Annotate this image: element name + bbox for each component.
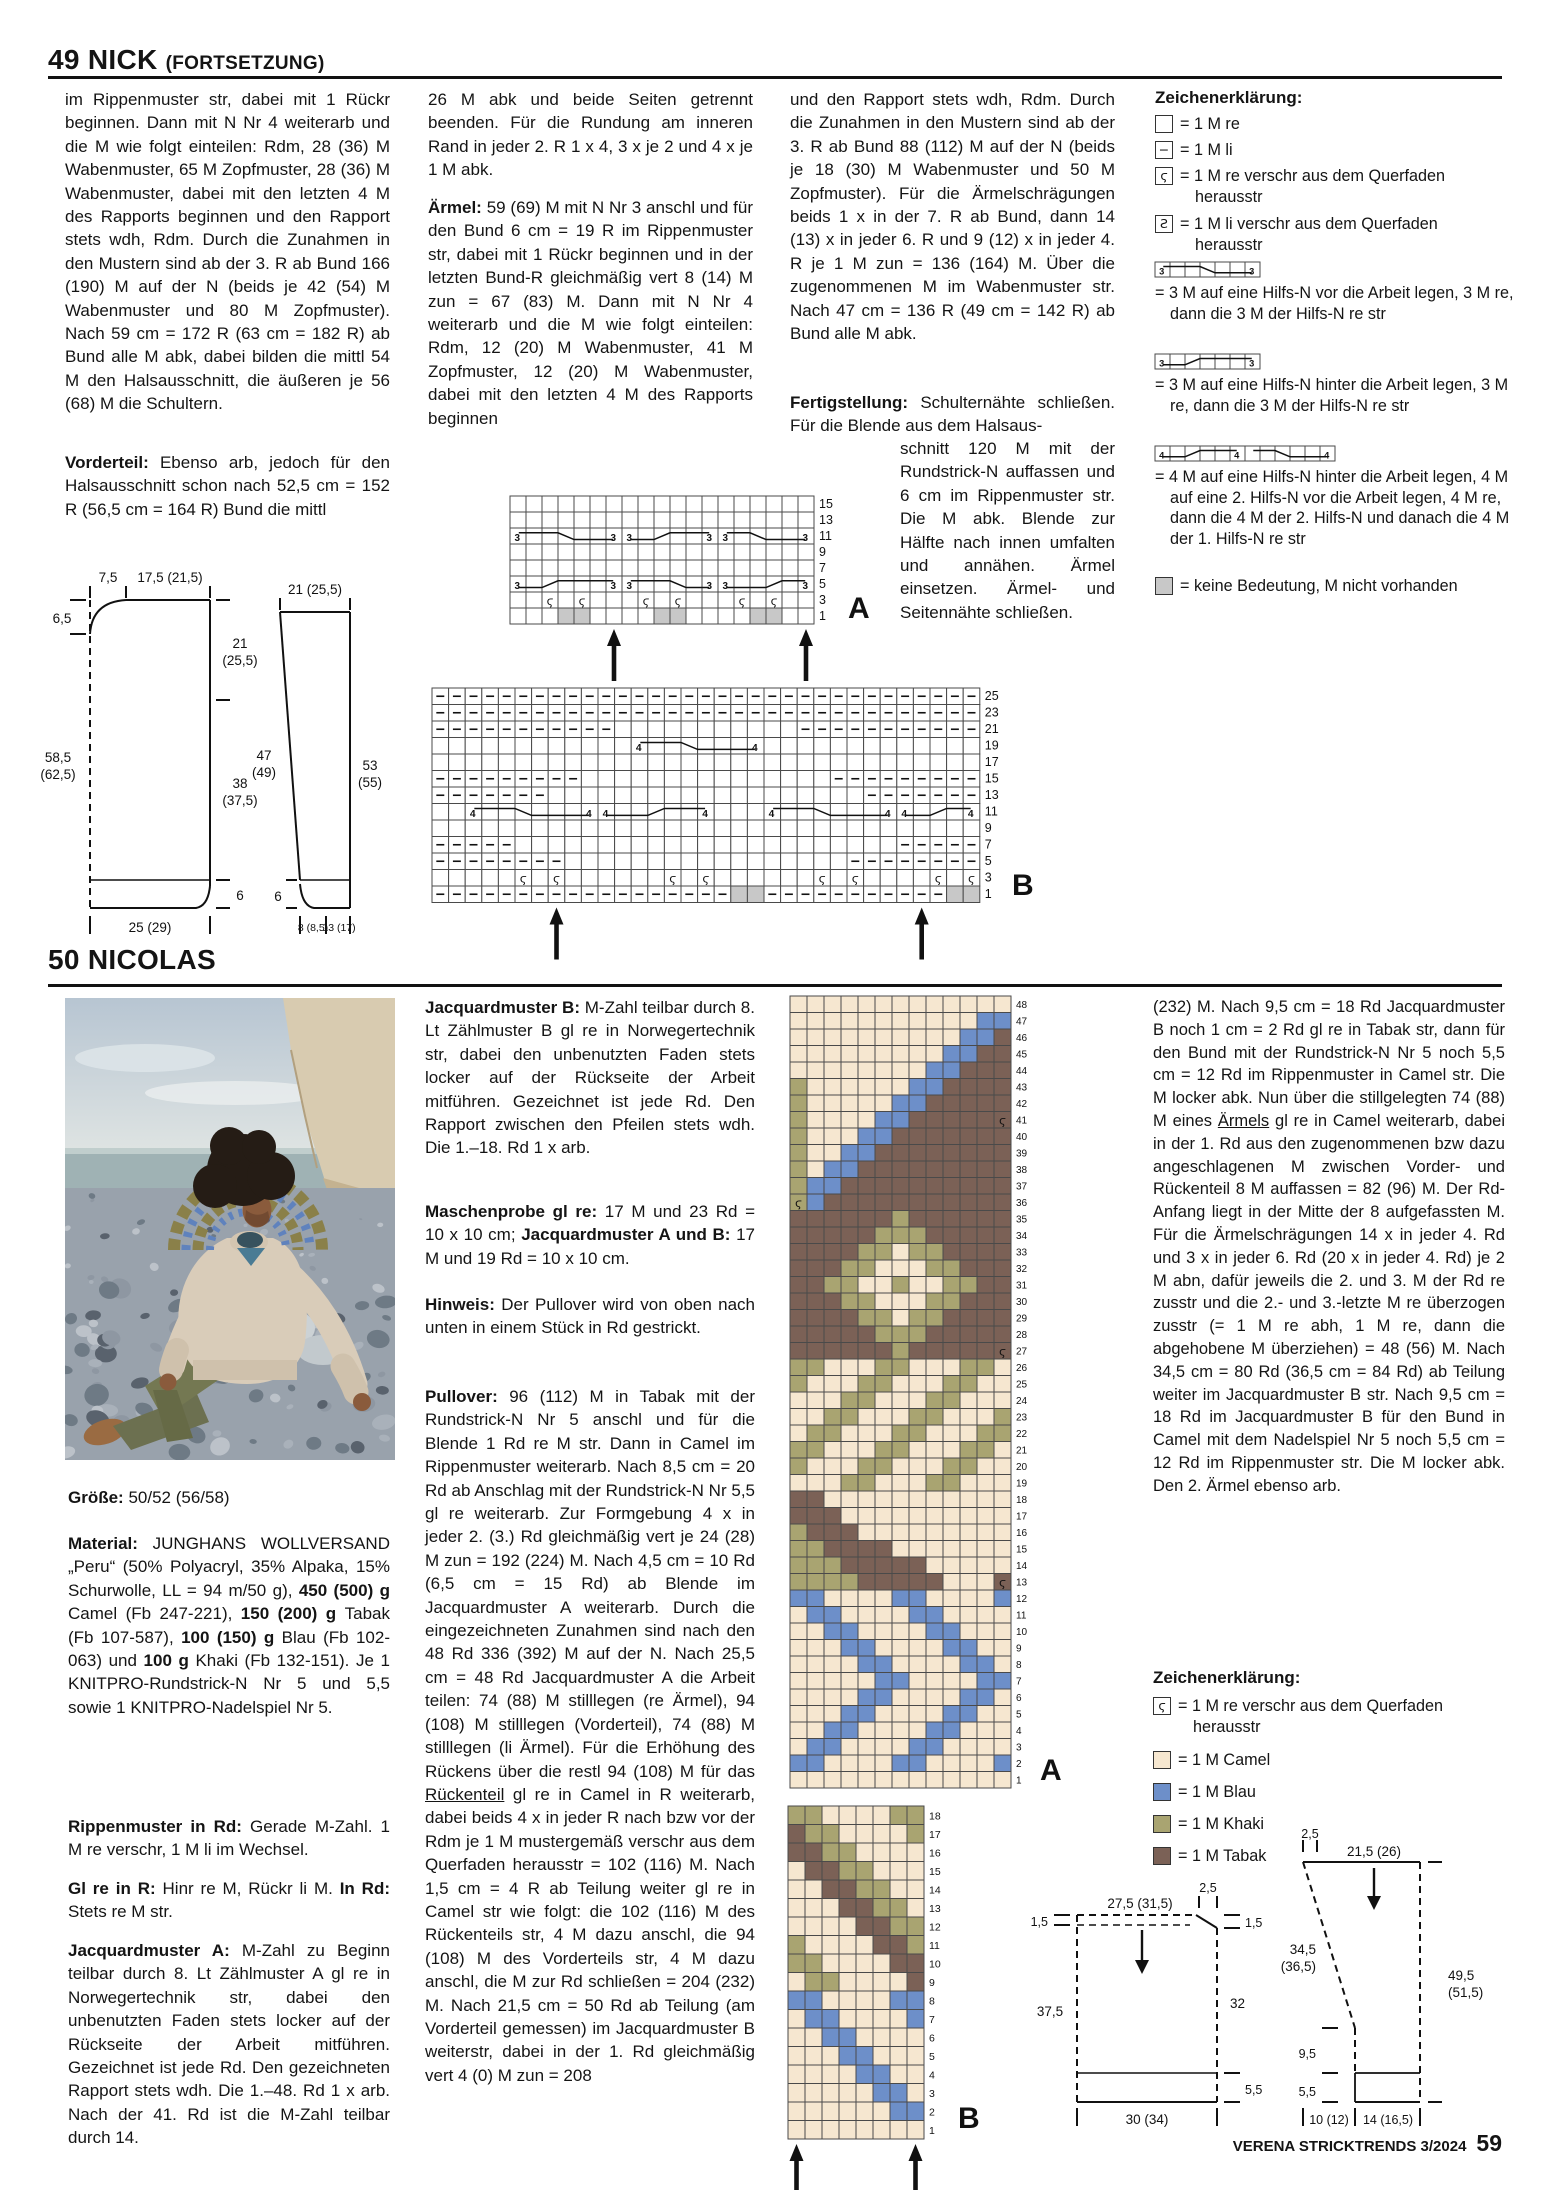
svg-text:18: 18 (1016, 1495, 1028, 1507)
pullover-paragraph: Pullover: 96 (112) M in Tabak mit der Rundstrick-N Nr 5 anschl und für die Blende 1 Rd re M str. Dann in Camel im Rippenmuster weiterarb. Nach 8,5 cm = 20 Rd ab Anschlag mit der Rundstrick-N Nr 5,5 gl re weiterarb. Zur Formgebung 4 x in jeder 2. (3.) Rd gleichmäßig vert je 24 (28) M zun = 192 (224) M. Nach 4,5 cm = 10 Rd (6,5 cm = 15 Rd) ab Blende im Jacquardmuster A weiterarb. Durch die eingezeichneten Zunahmen sind nach den 48 Rd 336 (392) M auf der N. Nach 25,5 cm = 48 Rd Jacquardmuster A die Arbeit teilen: 74 (88) M stilllegen (re Ärmel), 94 (108) M stilllegen (Vorderteil), 74 (88) M stilllegen (li Ärmel). Für die Erhöhung des Rückens über die restl 94 (108) M für das Rückenteil gl re in Camel in R weiterarb, dabei beids 4 x in jeder R nach bzw vor der Rdm je 1 M mustergemäß verschr aus dem Querfaden herausstr = 102 (116) M. Nach 1,5 cm = 4 R ab Teilung weiter gl re in Camel str wie folgt: die 102 (116) M des Rückenteils str, 4 M dazu anschl, die 94 (108) M des Vorderteils str, 4 M dazu anschl, die M zur Rd schließen = 204 (232) M. Nach 21,5 cm = 50 Rd ab Teilung (am Vorderteil gemessen) im Jacquardmuster B weiterstr, dabei in der 1. Rd gleichmäßig vert 4 (0) M zun = 208 (425, 1387, 755, 2085)
svg-text:16: 16 (929, 1847, 941, 1860)
svg-text:42: 42 (1016, 1099, 1028, 1111)
svg-text:10: 10 (929, 1958, 941, 1971)
svg-text:36: 36 (1016, 1198, 1028, 1210)
svg-text:13: 13 (819, 512, 833, 527)
svg-text:31: 31 (1016, 1280, 1028, 1292)
svg-text:B: B (958, 2102, 980, 2135)
magazine-name: VERENA STRICKTRENDS 3/2024 (1232, 2138, 1467, 2155)
svg-text:14: 14 (929, 1884, 941, 1897)
purl-stitch-icon: − (1155, 141, 1173, 159)
measure-6-5: 6,5 (52, 611, 72, 626)
svg-text:3: 3 (722, 581, 728, 593)
svg-text:3: 3 (802, 533, 808, 545)
section-50-number: 50 (48, 944, 80, 975)
sleeve-6: 6 (274, 889, 282, 904)
legend-item-khaki: = 1 M Khaki (1153, 1814, 1483, 1835)
svg-text:26: 26 (1016, 1363, 1028, 1375)
make1-icon: ϛ (1153, 1697, 1171, 1715)
legend-item-knit: = 1 M re (1155, 114, 1495, 135)
svg-text:ϛ: ϛ (702, 871, 710, 886)
chart-jb (788, 1806, 980, 2190)
svg-text:40: 40 (1016, 1132, 1028, 1144)
svg-text:12: 12 (1016, 1594, 1028, 1606)
svg-text:20: 20 (1016, 1462, 1028, 1474)
svg-text:34: 34 (1016, 1231, 1028, 1243)
svg-text:1: 1 (819, 608, 826, 623)
svg-text:3: 3 (706, 533, 712, 545)
svg-text:ϛ: ϛ (553, 871, 560, 886)
sleeve-21-5-26: 21,5 (26) (1346, 1844, 1402, 1859)
maschenprobe-paragraph: Maschenprobe gl re: 17 M und 23 Rd = 10 x 10 cm; Jacquardmuster A und B: 17 M und 19 Rd = 10 x 10 cm. (425, 1202, 756, 1268)
sleeve-51-5: (51,5) (1448, 1985, 1484, 2000)
legend-item-tabak: = 1 M Tabak (1153, 1846, 1483, 1867)
svg-text:12: 12 (929, 1921, 941, 1934)
svg-text:25: 25 (984, 689, 999, 704)
chart-na (510, 496, 870, 681)
svg-text:3: 3 (626, 533, 632, 545)
svg-text:3: 3 (722, 533, 728, 545)
groesse-paragraph: Größe: 50/52 (56/58) (68, 1488, 230, 1507)
svg-text:3: 3 (626, 581, 632, 593)
sleeve-34-5: 34,5 (1289, 1942, 1316, 1957)
svg-text:19: 19 (984, 738, 999, 753)
svg-text:B: B (1012, 869, 1034, 902)
svg-text:45: 45 (1016, 1049, 1028, 1061)
svg-text:2: 2 (929, 2106, 935, 2119)
glre-paragraph: Gl re in R: Hinr re M, Rückr li M. In Rd: Stets re M str. (68, 1879, 390, 1922)
svg-text:ϛ: ϛ (770, 593, 778, 608)
measure-25-29: 25 (29) (128, 920, 172, 935)
measure-62-5: (62,5) (40, 767, 76, 782)
nick-aermel-paragraph: Ärmel: 59 (69) M mit N Nr 3 anschl und für den Bund 6 cm = 19 R im Rippenmuster str, dabei mit 1 Rückr beginnen und in der letzten Bund-R gleichmäßig vert 8 (14) M zun = 67 (83) M. Dann mit N Nr 4 weiterarb und die M wie folgt einteilen: Rdm, 12 (20) M Wabenmuster, 41 M Zopfmuster, 12 (20) M Wabenmuster, dabei mit den letzten 4 M des Rapports beginnen (428, 198, 754, 428)
svg-text:4: 4 (752, 743, 758, 755)
svg-text:3: 3 (929, 2088, 935, 2101)
svg-text:6: 6 (1016, 1693, 1022, 1705)
svg-text:13: 13 (1016, 1577, 1028, 1589)
body-width-27-5: 27,5 (31,5) (1107, 1896, 1173, 1911)
svg-text:ϛ: ϛ (642, 593, 650, 608)
svg-text:15: 15 (929, 1866, 941, 1879)
svg-text:43: 43 (1016, 1082, 1028, 1094)
body-30-34: 30 (34) (1125, 2112, 1169, 2127)
legend-item-m1l: Ƨ = 1 M li verschr aus dem Querfaden herausstr (1155, 214, 1500, 255)
svg-text:7: 7 (1016, 1676, 1022, 1688)
measure-6: 6 (236, 888, 244, 903)
legend-cable3-back-text: = 3 M auf eine Hilfs-N hinter die Arbeit legen, 3 M re, dann die 3 M der Hilfs-N re str (1155, 376, 1509, 415)
svg-text:35: 35 (1016, 1214, 1028, 1226)
sleeve-5-5: 5,5 (1298, 2085, 1316, 2099)
svg-text:A: A (848, 592, 870, 625)
svg-text:2: 2 (1016, 1759, 1022, 1771)
svg-text:28: 28 (1016, 1330, 1028, 1342)
legend-item-no-stitch: = keine Bedeutung, M nicht vorhanden (1155, 576, 1500, 597)
svg-text:41: 41 (1016, 1115, 1028, 1127)
legend-title-nick: Zeichenerklärung: (1155, 88, 1303, 107)
sleeve-2-5: 2,5 (1301, 1827, 1319, 1841)
svg-text:11: 11 (984, 804, 998, 819)
svg-text:ϛ: ϛ (818, 871, 826, 886)
svg-text:23: 23 (1016, 1412, 1028, 1424)
svg-text:3: 3 (1249, 358, 1255, 369)
nick-col1-paragraph: im Rippenmuster str, dabei mit 1 Rückr beginnen. Dann mit N Nr 4 weiterarb und die M wie folgt einteilen: Rdm, 28 (36) M Wabenmuster, 65 M Zopfmuster, 28 (36) M Wabenmuster, dabei mit den letzten 4 M des Rapports beginnen und den Rapport stets wdh, Rdm. Durch die Zunahmen in den Mustern sind ab der 3. R ab Bund 166 (190) M auf der N (beids je 42 (54) M Wabenmuster und 80 M Zopfmuster). Nach 59 cm = 172 R (63 cm = 182 R) ab Bund alle M abk, dabei bilden die mittl 54 M den Halsausschnitt, die äußeren je 56 (68) M die Schultern. (65, 90, 390, 414)
sleeve-49: (49) (251, 765, 277, 780)
page-number: 59 (1476, 2130, 1502, 2156)
legend-cable3-front-text: = 3 M auf eine Hilfs-N vor die Arbeit legen, 3 M re, dann die 3 M der Hilfs-N re str (1155, 284, 1514, 323)
svg-text:32: 32 (1016, 1264, 1028, 1276)
material-paragraph: Material: JUNGHANS WOLLVERSAND „Peru“ (50% Polyacryl, 35% Alpaka, 15% Schurwolle, LL = 94 m/50 g), 450 (500) g Camel (Fb 247-221), 150 (200) g Tabak (Fb 107-587), 100 (150) g Blau (Fb 102-063) und 100 g Khaki (Fb 132-151). Je 1 KNITPRO-Rundstrick-N Nr 5 und 5,5 sowie 1 KNITPRO-Nadelspiel Nr 5. (68, 1534, 390, 1717)
svg-text:3: 3 (610, 533, 616, 545)
svg-text:3: 3 (984, 870, 992, 885)
svg-text:ϛ: ϛ (999, 1113, 1006, 1128)
svg-text:8: 8 (1016, 1660, 1022, 1672)
make1-left-icon: Ƨ (1155, 215, 1173, 233)
svg-text:6: 6 (929, 2032, 935, 2045)
svg-text:1: 1 (929, 2125, 935, 2138)
svg-text:ϛ: ϛ (999, 1575, 1006, 1590)
nick-fertigstellung-continued: schnitt 120 M mit der Rundstrick-N auffassen und 6 cm im Rippenmuster str. Die M abk. Blende zur Hälfte nach innen umfalten und annähen. Ärmel einsetzen. Ärmel- und Seitennähte schließen. (900, 439, 1115, 622)
svg-text:8: 8 (929, 1995, 935, 2008)
svg-text:9: 9 (819, 544, 826, 559)
svg-text:3: 3 (706, 581, 712, 593)
chart-nb (432, 688, 1034, 960)
svg-text:9: 9 (1016, 1643, 1022, 1655)
legend-item-blau: = 1 M Blau (1153, 1782, 1483, 1803)
svg-text:4: 4 (1234, 450, 1240, 461)
legend-cable4-text: = 4 M auf eine Hilfs-N hinter die Arbeit legen, 4 M auf eine 2. Hilfs-N vor die Arbeit legen, 4 M re, dann die 4 M der 2. Hilfs-N und danach die 4 M der 1. Hilfs-N re str (1155, 468, 1510, 548)
svg-text:27: 27 (1016, 1346, 1028, 1358)
svg-text:47: 47 (1016, 1016, 1028, 1028)
hinweis-paragraph: Hinweis: Der Pullover wird von oben nach unten in einem Stück in Rd gestrickt. (425, 1295, 755, 1338)
measure-37-5: (37,5) (222, 793, 258, 808)
svg-text:15: 15 (1016, 1544, 1028, 1556)
svg-text:ϛ: ϛ (669, 871, 677, 886)
svg-text:3: 3 (1249, 266, 1255, 277)
svg-text:1: 1 (984, 887, 992, 902)
section-49-name: NICK (87, 44, 158, 75)
svg-text:17: 17 (984, 755, 999, 770)
svg-text:4: 4 (901, 809, 908, 821)
svg-text:46: 46 (1016, 1033, 1028, 1045)
svg-text:ϛ: ϛ (968, 871, 975, 886)
section-49-number: 49 (48, 44, 80, 75)
svg-text:21: 21 (984, 722, 999, 737)
svg-text:ϛ: ϛ (934, 871, 942, 886)
svg-text:4: 4 (884, 809, 891, 821)
sleeve-8-85: 8 (8,5) (297, 922, 329, 934)
svg-text:15: 15 (819, 496, 833, 511)
svg-text:24: 24 (1016, 1396, 1028, 1408)
svg-text:ϛ: ϛ (674, 593, 682, 608)
sleeve-53: 53 (362, 758, 378, 773)
svg-text:4: 4 (1016, 1726, 1022, 1738)
nick-vorderteil-paragraph: Vorderteil: Ebenso arb, jedoch für den Halsausschnitt schon nach 52,5 cm = 152 R (56,5 cm = 164 R) Bund die mittl (65, 453, 390, 519)
svg-text:5: 5 (929, 2051, 935, 2064)
svg-text:33: 33 (1016, 1247, 1028, 1259)
svg-text:ϛ: ϛ (851, 871, 859, 886)
svg-text:3: 3 (610, 581, 616, 593)
svg-text:3: 3 (1016, 1742, 1022, 1754)
svg-text:3: 3 (802, 581, 808, 593)
svg-text:19: 19 (1016, 1478, 1028, 1490)
svg-text:ϛ: ϛ (738, 593, 746, 608)
svg-text:5: 5 (984, 854, 992, 869)
page-footer (1150, 2130, 1502, 2157)
legend-item-m1r: ϛ = 1 M re verschr aus dem Querfaden herausstr (1155, 166, 1500, 207)
chart-lg5 (1155, 262, 1260, 277)
svg-text:4: 4 (1159, 450, 1165, 461)
legend-title-nicolas: Zeichenerklärung: (1153, 1668, 1301, 1687)
svg-text:1: 1 (1016, 1775, 1022, 1787)
section-50-name: NICOLAS (87, 944, 216, 975)
sleeve-49-5: 49,5 (1448, 1968, 1475, 1983)
svg-text:9: 9 (929, 1977, 935, 1990)
svg-text:17: 17 (1016, 1511, 1028, 1523)
svg-text:ϛ: ϛ (578, 593, 586, 608)
svg-text:ϛ: ϛ (795, 1196, 802, 1211)
sleeve-10-12: 10 (12) (1309, 2113, 1349, 2127)
legend-item-purl: − = 1 M li (1155, 140, 1495, 161)
svg-text:17: 17 (929, 1829, 941, 1842)
svg-text:4: 4 (635, 743, 642, 755)
svg-text:13: 13 (984, 788, 999, 803)
svg-text:23: 23 (984, 705, 999, 720)
fertigstellung-label: Fertigstellung: (790, 393, 909, 412)
svg-text:48: 48 (1016, 1000, 1028, 1012)
body-2-5: 2,5 (1199, 1881, 1217, 1895)
sleeve-9-5: 9,5 (1298, 2047, 1316, 2061)
svg-text:3: 3 (1159, 266, 1165, 277)
svg-text:18: 18 (929, 1810, 941, 1823)
svg-text:4: 4 (929, 2069, 935, 2082)
svg-text:7: 7 (929, 2014, 935, 2027)
body-32: 32 (1230, 1996, 1246, 2011)
svg-text:4: 4 (768, 809, 775, 821)
svg-text:5: 5 (819, 576, 826, 591)
measure-38: 38 (232, 776, 248, 791)
make1-right-icon: ϛ (1155, 167, 1173, 185)
body-1-5-left: 1,5 (1030, 1915, 1048, 1929)
sleeve-47: 47 (256, 748, 272, 763)
svg-text:29: 29 (1016, 1313, 1028, 1325)
svg-text:4: 4 (702, 809, 708, 821)
svg-text:4: 4 (469, 809, 476, 821)
svg-text:3: 3 (514, 533, 520, 545)
svg-text:10: 10 (1016, 1627, 1028, 1639)
svg-text:37: 37 (1016, 1181, 1028, 1193)
svg-text:7: 7 (984, 837, 992, 852)
legend-item-camel: = 1 M Camel (1153, 1750, 1483, 1771)
sleeve-14-16-5: 14 (16,5) (1362, 2113, 1414, 2127)
svg-text:3: 3 (819, 592, 826, 607)
svg-text:38: 38 (1016, 1165, 1028, 1177)
sleeve-36-5: (36,5) (1280, 1959, 1316, 1974)
svg-text:25: 25 (1016, 1379, 1028, 1391)
svg-text:11: 11 (929, 1940, 940, 1953)
sleeve-55: (55) (357, 775, 383, 790)
svg-text:9: 9 (984, 821, 992, 836)
svg-text:3: 3 (1159, 358, 1165, 369)
body-37-5: 37,5 (1036, 2004, 1064, 2019)
svg-text:ϛ: ϛ (519, 871, 527, 886)
nicolas-col4-paragraph: (232) M. Nach 9,5 cm = 18 Rd Jacquardmuster B noch 1 cm = 2 Rd gl re in Tabak str, dann für den Bund mit der Rundstrick-N Nr 5 noch 5,5 cm = 12 Rd im Rippenmuster in Camel str. Die M locker abk. Nun über die stillgelegten 74 (88) M eines Ärmels gl re in Camel weiterarb, dabei in der 1. Rd aus den zugenommenen bzw dazu angeschlagenen M zwischen Vorder- und Rückenteil 8 M auffassen = 82 (96) M. Der Rd-Anfang liegt in der Mitte der 8 aufgefassten M. Für die Ärmelschrägungen 14 x in jeder 4. Rd und 3 x in jeder 6. Rd (20 x in jeder 4. Rd) je 2 M abn, dafür jeweils die 2. und 3. M der Rd re zusstr und die 2.- und 3.-letzte M re überzogen zusstr (= 1 M re abh, 1 M re, dann die abgehobene M überziehen) = 48 (56) M. Nach 34,5 cm = 80 Rd (36,5 cm = 84 Rd) ab Teilung weiter im Jacquardmuster B str. Nach 9,5 cm = 18 Rd im Jacquardmuster B für den Bund in Camel mit dem Nadelspiel Nr 5 noch 5,5 cm = 12 Rd im Rippenmuster str. Die M locker abk. Den 2. Ärmel ebenso arb. (1153, 998, 1505, 1495)
body-1-5-right: 1,5 (1245, 1916, 1263, 1930)
measure-21: 21 (232, 636, 248, 651)
aermel-label: Ärmel: (428, 198, 482, 217)
jacquard-a-paragraph: Jacquardmuster A: M-Zahl zu Beginn teilbar durch 8. Lt Zählmuster A gl re in Norwegertechnik str, dabei den unbenutzten Faden stets locker auf der Rückseite der Arbeit mitführen. Gezeichnet ist jede Rd. Den gezeichneten Rapport stets wdh. Die 1.–48. Rd 1 x arb. Nach der 41. Rd ist die M-Zahl teilbar durch 14. (68, 1941, 390, 2148)
svg-text:21: 21 (1016, 1445, 1028, 1457)
chart-ja (790, 996, 1062, 1788)
jacquard-b-paragraph: Jacquardmuster B: M-Zahl teilbar durch 8. Lt Zählmuster B gl re in Norwegertechnik str, dabei den unbenutzten Faden stets locker auf der Rückseite der Arbeit mitführen. Gezeichnet ist jede Rd. Den Rapport zwischen den Pfeilen stets wdh. Die 1.–18. Rd 1 x arb. (425, 998, 755, 1158)
measure-7-5: 7,5 (98, 570, 118, 585)
nick-fertigstellung-paragraph: Fertigstellung: Schulternähte schließen. Für die Blende aus dem Halsaus- (790, 393, 1115, 436)
svg-text:44: 44 (1016, 1066, 1028, 1078)
svg-text:ϛ: ϛ (546, 593, 554, 608)
svg-text:5: 5 (1016, 1709, 1022, 1721)
svg-text:30: 30 (1016, 1297, 1028, 1309)
svg-text:22: 22 (1016, 1429, 1028, 1441)
svg-text:4: 4 (1324, 450, 1330, 461)
svg-text:4: 4 (967, 809, 974, 821)
svg-text:11: 11 (819, 528, 832, 543)
svg-text:15: 15 (984, 771, 999, 786)
vorderteil-label: Vorderteil: (65, 453, 149, 472)
svg-text:4: 4 (602, 809, 609, 821)
measure-25-5: (25,5) (222, 653, 258, 668)
svg-text:A: A (1040, 1754, 1062, 1787)
svg-text:4: 4 (586, 809, 592, 821)
rippenmuster-paragraph: Rippenmuster in Rd: Gerade M-Zahl. 1 M re verschr, 1 M li im Wechsel. (68, 1817, 390, 1860)
sleeve-13-17: 13 (17) (322, 922, 356, 934)
section-49-subtitle: (FORTSETZUNG) (165, 53, 325, 74)
body-5-5: 5,5 (1245, 2083, 1263, 2097)
svg-text:3: 3 (514, 581, 520, 593)
sleeve-top-width: 21 (25,5) (287, 582, 343, 597)
nick-col2-paragraph: 26 M abk und beide Seiten getrennt beenden. Für die Rundung am inneren Rand in jeder 2. R 1 x 4, 3 x je 2 und 4 x je 1 M abk. (428, 90, 753, 180)
svg-text:ϛ: ϛ (999, 1344, 1006, 1359)
svg-text:14: 14 (1016, 1561, 1028, 1573)
chart-lg6 (1155, 354, 1260, 369)
measure-17-5: 17,5 (21,5) (137, 570, 203, 585)
nick-col3-paragraph: und den Rapport stets wdh, Rdm. Durch die Zunahmen in den Mustern sind ab der 3. R ab Bund 88 (112) M auf der N (beids je 18 (30) M Wabenmuster und 50 M Zopfmuster). Für die Ärmelschrägungen beids 1 x in der 7. R ab Bund, dann 14 (13) x in jeder 6. R und 9 (12) x in jeder 4. R je 1 M zun = 136 (164) M. Über die zugenommenen M im Wabenmuster str. Nach 47 cm = 136 R (49 cm = 142 R) ab Bund alle M abk. (790, 90, 1115, 344)
svg-text:7: 7 (819, 560, 826, 575)
svg-text:11: 11 (1016, 1610, 1027, 1622)
chart-lg7 (1155, 446, 1335, 461)
measure-58-5: 58,5 (44, 750, 72, 765)
svg-text:16: 16 (1016, 1528, 1028, 1540)
svg-text:13: 13 (929, 1903, 941, 1916)
legend-item-m1: ϛ = 1 M re verschr aus dem Querfaden herausstr (1153, 1696, 1483, 1737)
svg-text:39: 39 (1016, 1148, 1028, 1160)
